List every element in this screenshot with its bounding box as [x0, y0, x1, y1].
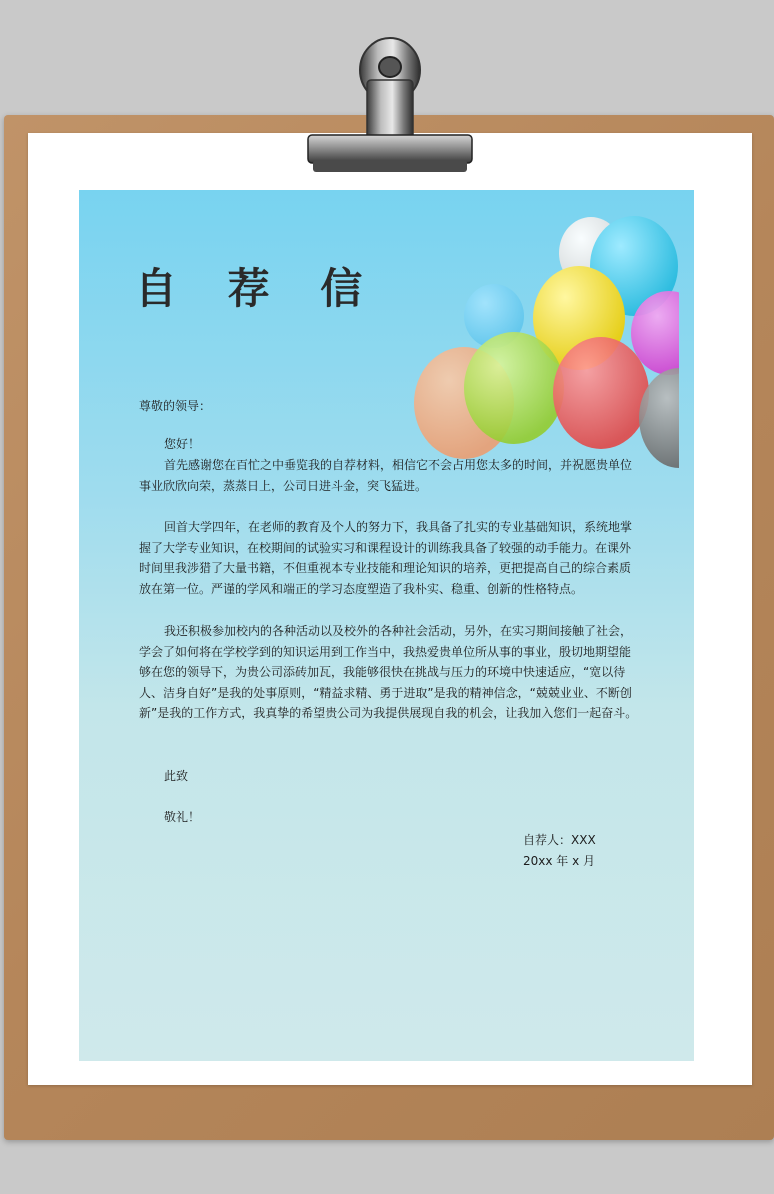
- paragraph-3: 我还积极参加校内的各种活动以及校外的各种社会活动，另外，在实习期间接触了社会，学会了如何将在学校学到的知识运用到工作当中，我热爱贵单位所从事的事业，殷切地期望能够在您的领导下，为贵公司添砖加瓦，我能够很快在挑战与压力的环境中快速适应，“宽以待人、洁身自好”是我的处事原则，“精益求精、勇于进取”是我的精神信念，“兢兢业业、不断创新”是我的工作方式，我真挚的希望贵公司为我提供展现自我的机会，让我加入您们一起奋斗。: [139, 624, 638, 720]
- paragraph-2: 回首大学四年，在老师的教育及个人的努力下，我具备了扎实的专业基础知识，系统地掌握了大学专业知识，在校期间的试验实习和课程设计的训练我具备了较强的动手能力。在课外时间里我涉猎了大量书籍，不但重视本专业技能和理论知识的培养，更把提高自己的综合素质放在第一位。严谨的学风和端正的学习态度塑造了我朴实、稳重、创新的性格特点。: [139, 520, 633, 596]
- balloons-icon: [339, 208, 679, 468]
- salutation: 尊敬的领导：: [139, 399, 212, 413]
- closing-jingli: 敬礼！: [164, 810, 201, 824]
- date: 20xx 年 x 月: [523, 854, 596, 868]
- greeting: 您好！: [164, 437, 201, 451]
- closing-cizhi: 此致: [164, 769, 189, 783]
- binder-clip-icon: [295, 25, 485, 180]
- page-title: 自 荐 信: [135, 264, 381, 313]
- paragraph-1: 首先感谢您在百忙之中垂览我的自荐材料，相信它不会占用您太多的时间，并祝愿贵单位事业欣欣向荣，蒸蒸日上，公司日进斗金，突飞猛进。: [139, 458, 633, 493]
- signer: 自荐人：XXX: [523, 833, 596, 847]
- letter-card: [79, 190, 694, 1061]
